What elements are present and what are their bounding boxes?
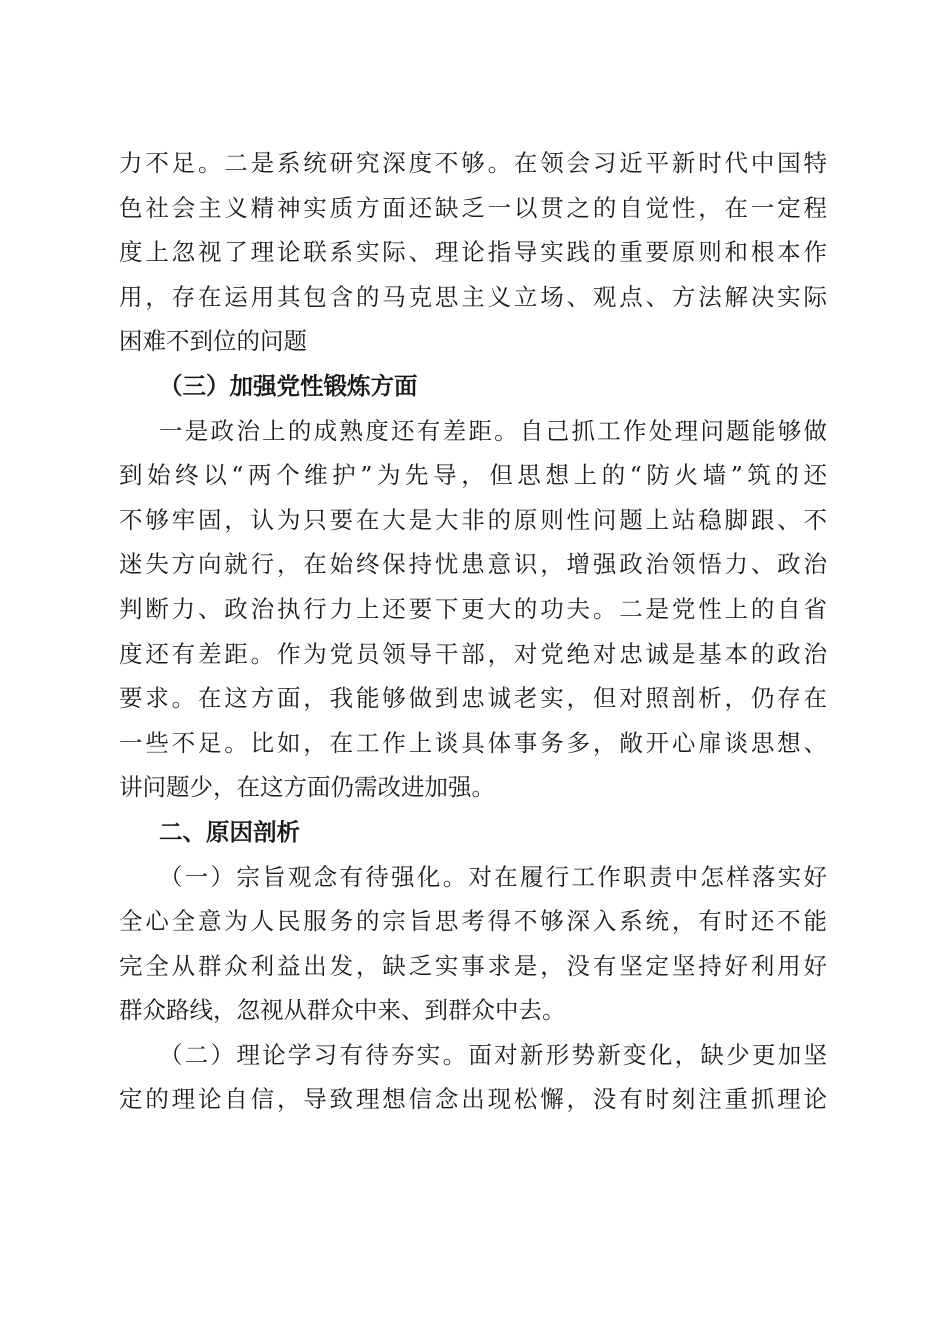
section-heading-cause-analysis — [119, 810, 827, 855]
text-line: 用，存在运用其包含的马克思主义立场、观点、方法解决实际 — [119, 282, 827, 311]
text-line: 力不足。二是系统研究深度不够。在领会习近平新时代中国特 — [119, 149, 827, 177]
text-line: 迷失方向就行，在始终保持忧患意识，增强政治领悟力、政治 — [119, 550, 827, 579]
subsection-title: （三）加强党性锻炼方面 — [159, 371, 418, 400]
text-line: 一些不足。比如，在工作上谈具体事务多，敞开心扉谈思想、 — [119, 728, 827, 757]
section-heading-party-spirit — [119, 364, 827, 409]
section-title: 二、原因剖析 — [159, 817, 300, 846]
text-line: 困难不到位的问题 — [119, 327, 307, 356]
text-line: 度上忽视了理论联系实际、理论指导实践的重要原则和根本作 — [119, 238, 827, 267]
text-line: 定的理论自信，导致理想信念出现松懈，没有时刻注重抓理论 — [119, 1085, 827, 1114]
text-line: 全心全意为人民服务的宗旨思考得不够深入系统，有时还不能 — [119, 907, 827, 936]
text-line: 完全从群众利益出发，缺乏实事求是，没有坚定坚持好利用好 — [119, 951, 827, 980]
text-line: 一是政治上的成熟度还有差距。自己抓工作处理问题能够做 — [159, 416, 827, 445]
text-line: （二）理论学习有待夯实。面对新形势新变化，缺少更加坚 — [159, 1040, 827, 1069]
text-line: 色社会主义精神实质方面还缺乏一以贯之的自觉性，在一定程 — [119, 193, 827, 222]
document-body — [119, 141, 827, 1122]
text-line: 群众路线，忽视从群众中来、到群众中去。 — [119, 996, 566, 1025]
text-line: （一）宗旨观念有待强化。对在履行工作职责中怎样落实好 — [159, 862, 827, 891]
paragraph-study-depth — [119, 141, 827, 364]
paragraph-purpose-concept — [119, 855, 827, 1033]
text-line: 讲问题少，在这方面仍需改进加强。 — [119, 773, 495, 802]
text-line: 到始终以“两个维护”为先导，但思想上的“防火墙”筑的还 — [119, 461, 827, 490]
text-line: 判断力、政治执行力上还要下更大的功夫。二是党性上的自省 — [119, 594, 827, 623]
paragraph-political-maturity — [119, 409, 827, 810]
text-line: 要求。在这方面，我能够做到忠诚老实，但对照剖析，仍存在 — [119, 684, 827, 713]
paragraph-theory-study — [119, 1033, 827, 1122]
text-line: 度还有差距。作为党员领导干部，对党绝对忠诚是基本的政治 — [119, 639, 827, 668]
text-line: 不够牢固，认为只要在大是大非的原则性问题上站稳脚跟、不 — [119, 505, 827, 534]
